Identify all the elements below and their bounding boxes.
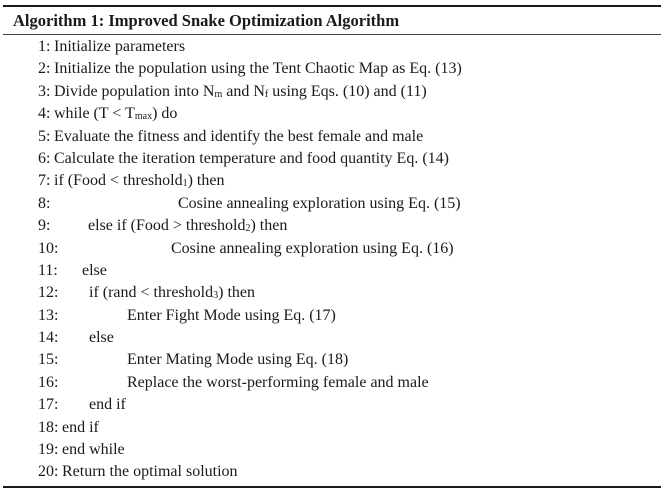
subscript: f: [264, 88, 269, 100]
subscript: max: [134, 111, 153, 123]
line-number: 6:: [38, 149, 51, 167]
algorithm-line: [3, 349, 661, 371]
line-number: 19:: [38, 441, 59, 459]
line-text: Enter Mating Mode using Eq. (18): [127, 351, 349, 369]
line-number: 16:: [38, 373, 59, 391]
line-number: 5:: [38, 127, 51, 145]
line-number: 2:: [38, 60, 51, 78]
algorithm-line: [3, 372, 661, 394]
line-text: end while: [62, 441, 125, 459]
algorithm-line: [3, 394, 661, 416]
algorithm-line: [3, 238, 661, 260]
line-number: 18:: [38, 418, 59, 436]
line-text: else: [89, 329, 114, 347]
algorithm-line: [3, 417, 661, 439]
line-number: 13:: [38, 306, 59, 324]
line-text: Replace the worst-performing female and male: [127, 373, 429, 391]
line-number: 9:: [38, 217, 51, 235]
text-part: ) do: [152, 105, 178, 123]
text-part: ) then: [218, 284, 255, 302]
line-text: [54, 81, 427, 105]
line-number: 14:: [38, 329, 59, 347]
subscript: m: [214, 88, 223, 100]
algorithm-line: [3, 170, 661, 192]
text-part: using Eqs. (10) and (11): [268, 82, 427, 100]
line-text: [54, 170, 224, 194]
line-text: [89, 282, 255, 306]
algorithm-line: [3, 148, 661, 170]
algorithm-line: [3, 193, 661, 215]
text-part: ) then: [187, 172, 225, 190]
line-number: 17:: [38, 396, 59, 414]
text-part: ) then: [250, 217, 288, 235]
algorithm-line: [3, 215, 661, 237]
line-number: 12:: [38, 284, 59, 302]
subscript: 1: [182, 178, 188, 190]
subscript: 3: [213, 290, 219, 302]
text-part: if (rand < threshold: [89, 284, 214, 302]
line-text: [88, 215, 287, 239]
line-text: Enter Fight Mode using Eq. (17): [127, 306, 336, 324]
algorithm-line: [3, 81, 661, 103]
line-number: 11:: [38, 261, 58, 279]
text-part: else if (Food > threshold: [88, 217, 246, 235]
algorithm-line: [3, 103, 661, 125]
line-text: Cosine annealing exploration using Eq. (16): [171, 239, 454, 257]
algorithm-line: [3, 58, 661, 80]
line-text: Cosine annealing exploration using Eq. (15): [178, 194, 461, 212]
line-number: 10:: [38, 239, 59, 257]
text-part: and N: [222, 82, 265, 100]
algorithm-line: [3, 305, 661, 327]
text-part: Divide population into N: [54, 82, 215, 100]
line-text: end if: [89, 396, 126, 414]
line-text: Calculate the iteration temperature and food quantity Eq. (14): [54, 149, 449, 167]
subscript: 2: [245, 223, 251, 235]
line-text: [54, 103, 177, 127]
line-number: 15:: [38, 351, 59, 369]
text-part: if (Food < threshold: [54, 172, 183, 190]
algorithm-line: [3, 260, 661, 282]
algorithm-line: [3, 282, 661, 304]
line-text: Evaluate the fitness and identify the best female and male: [54, 127, 424, 145]
algorithm-body: [3, 35, 661, 486]
line-number: 3:: [38, 82, 51, 100]
algorithm-title: Algorithm 1: Improved Snake Optimization Algorithm: [3, 7, 661, 35]
algorithm-line: [3, 439, 661, 461]
algorithm-line: [3, 327, 661, 349]
algorithm-line: [3, 126, 661, 148]
line-text: Return the optimal solution: [62, 463, 238, 481]
algorithm-line: [3, 36, 661, 58]
line-text: Initialize the population using the Tent Chaotic Map as Eq. (13): [54, 60, 462, 78]
algorithm-box: [3, 5, 661, 488]
line-number: 1:: [38, 38, 51, 55]
line-text: Initialize parameters: [54, 38, 186, 55]
line-text: end if: [62, 418, 99, 436]
algorithm-line: [3, 461, 661, 483]
line-text: else: [82, 261, 107, 279]
line-number: 20:: [38, 463, 59, 481]
line-number: 7:: [38, 172, 51, 190]
line-number: 4:: [38, 105, 51, 123]
line-number: 8:: [38, 194, 51, 212]
text-part: while (T < T: [54, 105, 135, 123]
